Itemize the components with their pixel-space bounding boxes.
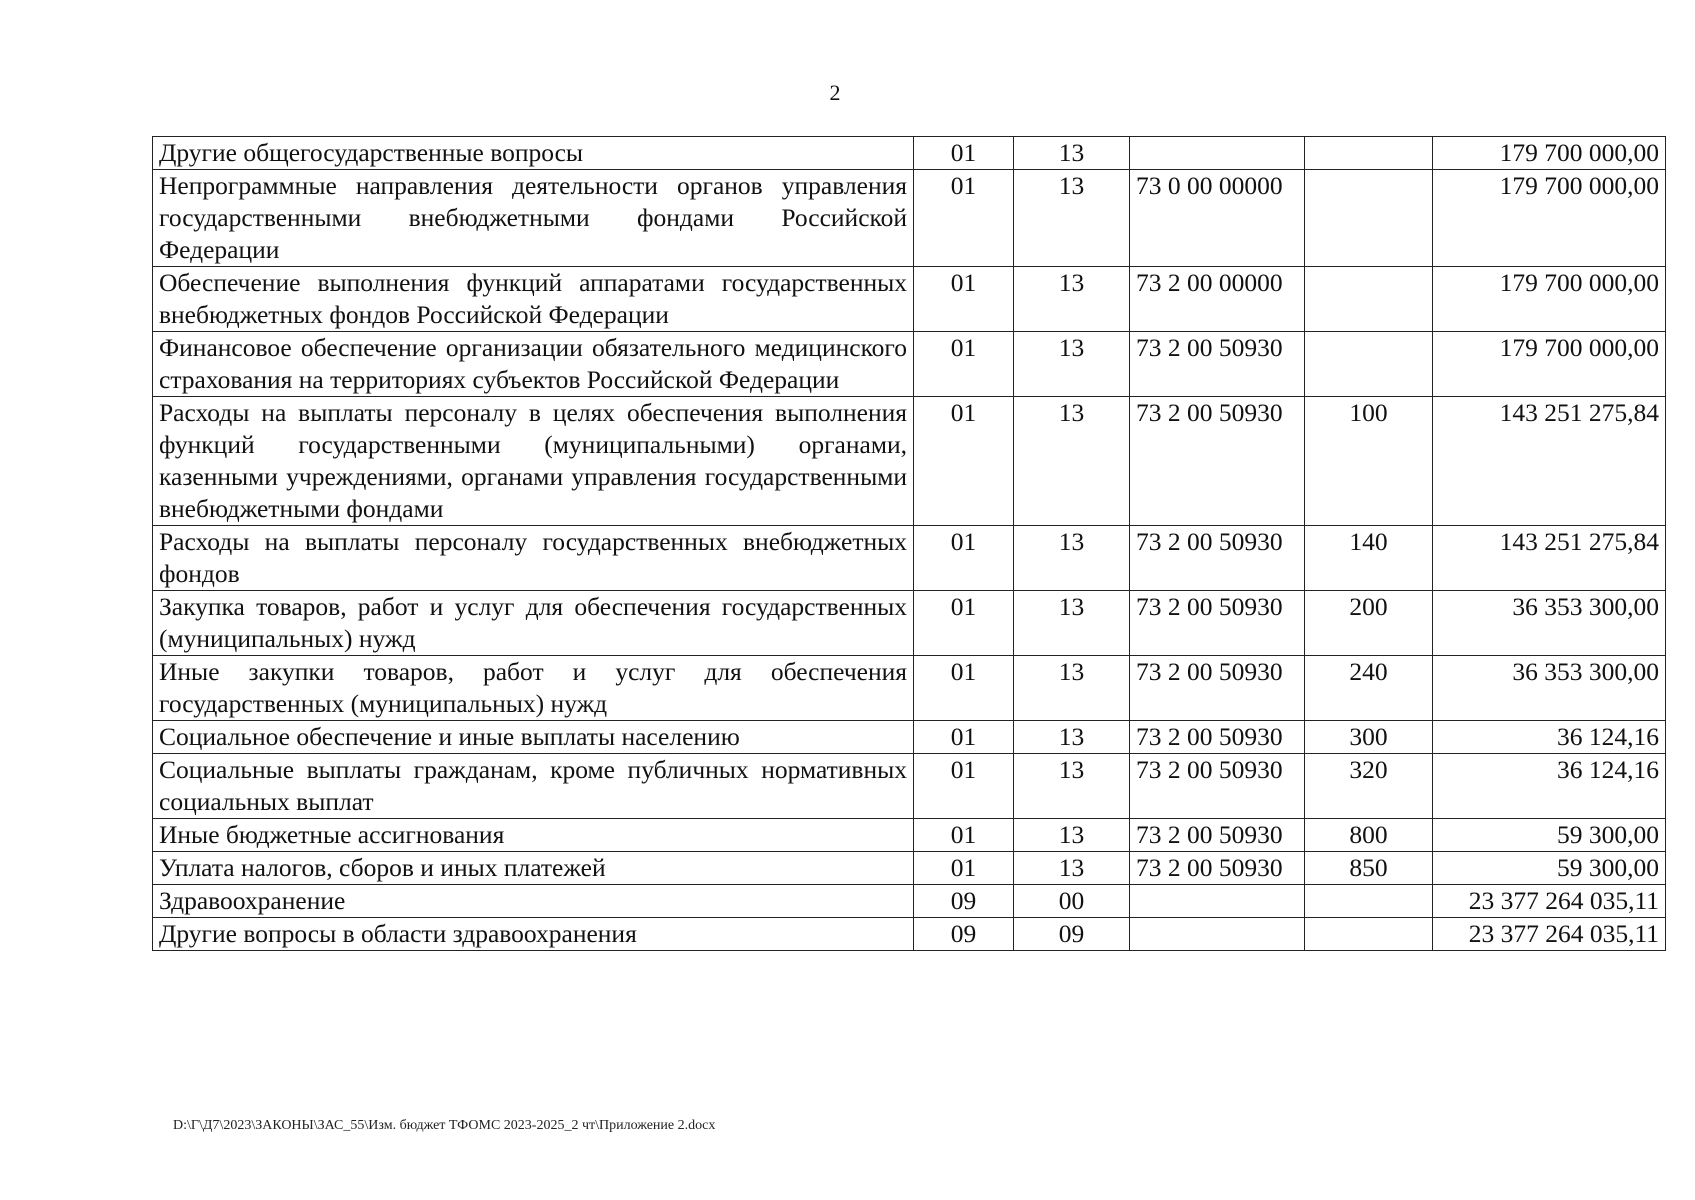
row-sum: 143 251 275,84 — [1433, 397, 1666, 526]
row-name: Финансовое обеспечение организации обязательного медицинского страхования на территориях субъектов Российской Федерации — [153, 332, 914, 397]
row-sum: 179 700 000,00 — [1433, 267, 1666, 332]
table-row — [153, 267, 1666, 332]
row-section: 01 — [914, 332, 1014, 397]
table-row — [153, 397, 1666, 526]
row-expense-type: 800 — [1305, 819, 1433, 852]
row-name: Непрограммные направления деятельности органов управления государственными внебюджетными фондами Российской Федерации — [153, 170, 914, 267]
row-section: 01 — [914, 591, 1014, 656]
row-name: Другие вопросы в области здравоохранения — [153, 918, 914, 951]
row-name: Иные бюджетные ассигнования — [153, 819, 914, 852]
row-sum: 179 700 000,00 — [1433, 332, 1666, 397]
row-subsection: 13 — [1014, 819, 1130, 852]
row-section: 01 — [914, 721, 1014, 754]
row-expense-type — [1305, 332, 1433, 397]
table-row — [153, 885, 1666, 918]
row-target-article: 73 2 00 50930 — [1130, 397, 1305, 526]
table-row — [153, 170, 1666, 267]
row-target-article: 73 0 00 00000 — [1130, 170, 1305, 267]
row-expense-type: 140 — [1305, 526, 1433, 591]
table-row — [153, 721, 1666, 754]
row-subsection: 13 — [1014, 591, 1130, 656]
row-section: 01 — [914, 526, 1014, 591]
table-row — [153, 591, 1666, 656]
row-sum: 59 300,00 — [1433, 852, 1666, 885]
row-section: 01 — [914, 754, 1014, 819]
row-target-article: 73 2 00 50930 — [1130, 852, 1305, 885]
row-name: Закупка товаров, работ и услуг для обеспечения государственных (муниципальных) нужд — [153, 591, 914, 656]
row-expense-type — [1305, 267, 1433, 332]
row-subsection: 09 — [1014, 918, 1130, 951]
row-expense-type — [1305, 885, 1433, 918]
footer-file-path: D:\Г\Д7\2023\ЗАКОНЫ\ЗАС_55\Изм. бюджет ТФОМС 2023-2025_2 чт\Приложение 2.docx — [173, 1118, 716, 1133]
table-row — [153, 656, 1666, 721]
table-row — [153, 918, 1666, 951]
row-section: 01 — [914, 656, 1014, 721]
row-section: 09 — [914, 885, 1014, 918]
row-target-article — [1130, 885, 1305, 918]
row-expense-type: 200 — [1305, 591, 1433, 656]
row-expense-type: 320 — [1305, 754, 1433, 819]
budget-table-body — [153, 137, 1666, 951]
row-name: Социальные выплаты гражданам, кроме публичных нормативных социальных выплат — [153, 754, 914, 819]
row-target-article: 73 2 00 50930 — [1130, 819, 1305, 852]
table-row — [153, 526, 1666, 591]
row-sum: 23 377 264 035,11 — [1433, 885, 1666, 918]
row-subsection: 13 — [1014, 170, 1130, 267]
row-target-article — [1130, 137, 1305, 170]
row-name: Социальное обеспечение и иные выплаты населению — [153, 721, 914, 754]
row-expense-type: 240 — [1305, 656, 1433, 721]
row-target-article: 73 2 00 50930 — [1130, 332, 1305, 397]
row-name: Здравоохранение — [153, 885, 914, 918]
row-subsection: 13 — [1014, 526, 1130, 591]
row-section: 01 — [914, 170, 1014, 267]
row-name: Иные закупки товаров, работ и услуг для обеспечения государственных (муниципальных) нужд — [153, 656, 914, 721]
row-target-article: 73 2 00 50930 — [1130, 591, 1305, 656]
row-sum: 179 700 000,00 — [1433, 170, 1666, 267]
row-sum: 59 300,00 — [1433, 819, 1666, 852]
row-sum: 143 251 275,84 — [1433, 526, 1666, 591]
row-target-article: 73 2 00 50930 — [1130, 754, 1305, 819]
row-section: 01 — [914, 819, 1014, 852]
row-expense-type: 300 — [1305, 721, 1433, 754]
row-section: 09 — [914, 918, 1014, 951]
row-section: 01 — [914, 137, 1014, 170]
row-target-article: 73 2 00 50930 — [1130, 721, 1305, 754]
row-name: Расходы на выплаты персоналу в целях обеспечения выполнения функций государственными (муниципальными) органами, казенными учреждениями, органами управления государственными внебюджетными фондами — [153, 397, 914, 526]
row-sum: 36 124,16 — [1433, 754, 1666, 819]
row-name: Другие общегосударственные вопросы — [153, 137, 914, 170]
row-section: 01 — [914, 267, 1014, 332]
row-target-article — [1130, 918, 1305, 951]
table-row — [153, 137, 1666, 170]
row-sum: 36 353 300,00 — [1433, 591, 1666, 656]
row-expense-type — [1305, 170, 1433, 267]
row-subsection: 13 — [1014, 754, 1130, 819]
row-expense-type — [1305, 918, 1433, 951]
row-section: 01 — [914, 397, 1014, 526]
row-subsection: 13 — [1014, 137, 1130, 170]
page-number: 2 — [829, 80, 841, 105]
row-subsection: 13 — [1014, 267, 1130, 332]
table-row — [153, 852, 1666, 885]
table-row — [153, 819, 1666, 852]
row-subsection: 13 — [1014, 656, 1130, 721]
row-subsection: 13 — [1014, 852, 1130, 885]
row-name: Обеспечение выполнения функций аппаратами государственных внебюджетных фондов Российской Федерации — [153, 267, 914, 332]
row-name: Расходы на выплаты персоналу государственных внебюджетных фондов — [153, 526, 914, 591]
budget-table — [152, 136, 1666, 951]
row-subsection: 13 — [1014, 397, 1130, 526]
row-subsection: 13 — [1014, 721, 1130, 754]
row-target-article: 73 2 00 50930 — [1130, 656, 1305, 721]
row-name: Уплата налогов, сборов и иных платежей — [153, 852, 914, 885]
row-expense-type: 850 — [1305, 852, 1433, 885]
row-sum: 36 124,16 — [1433, 721, 1666, 754]
row-expense-type — [1305, 137, 1433, 170]
row-section: 01 — [914, 852, 1014, 885]
row-subsection: 13 — [1014, 332, 1130, 397]
table-row — [153, 332, 1666, 397]
row-sum: 179 700 000,00 — [1433, 137, 1666, 170]
table-row — [153, 754, 1666, 819]
row-sum: 23 377 264 035,11 — [1433, 918, 1666, 951]
row-expense-type: 100 — [1305, 397, 1433, 526]
row-target-article: 73 2 00 50930 — [1130, 526, 1305, 591]
row-sum: 36 353 300,00 — [1433, 656, 1666, 721]
row-subsection: 00 — [1014, 885, 1130, 918]
row-target-article: 73 2 00 00000 — [1130, 267, 1305, 332]
